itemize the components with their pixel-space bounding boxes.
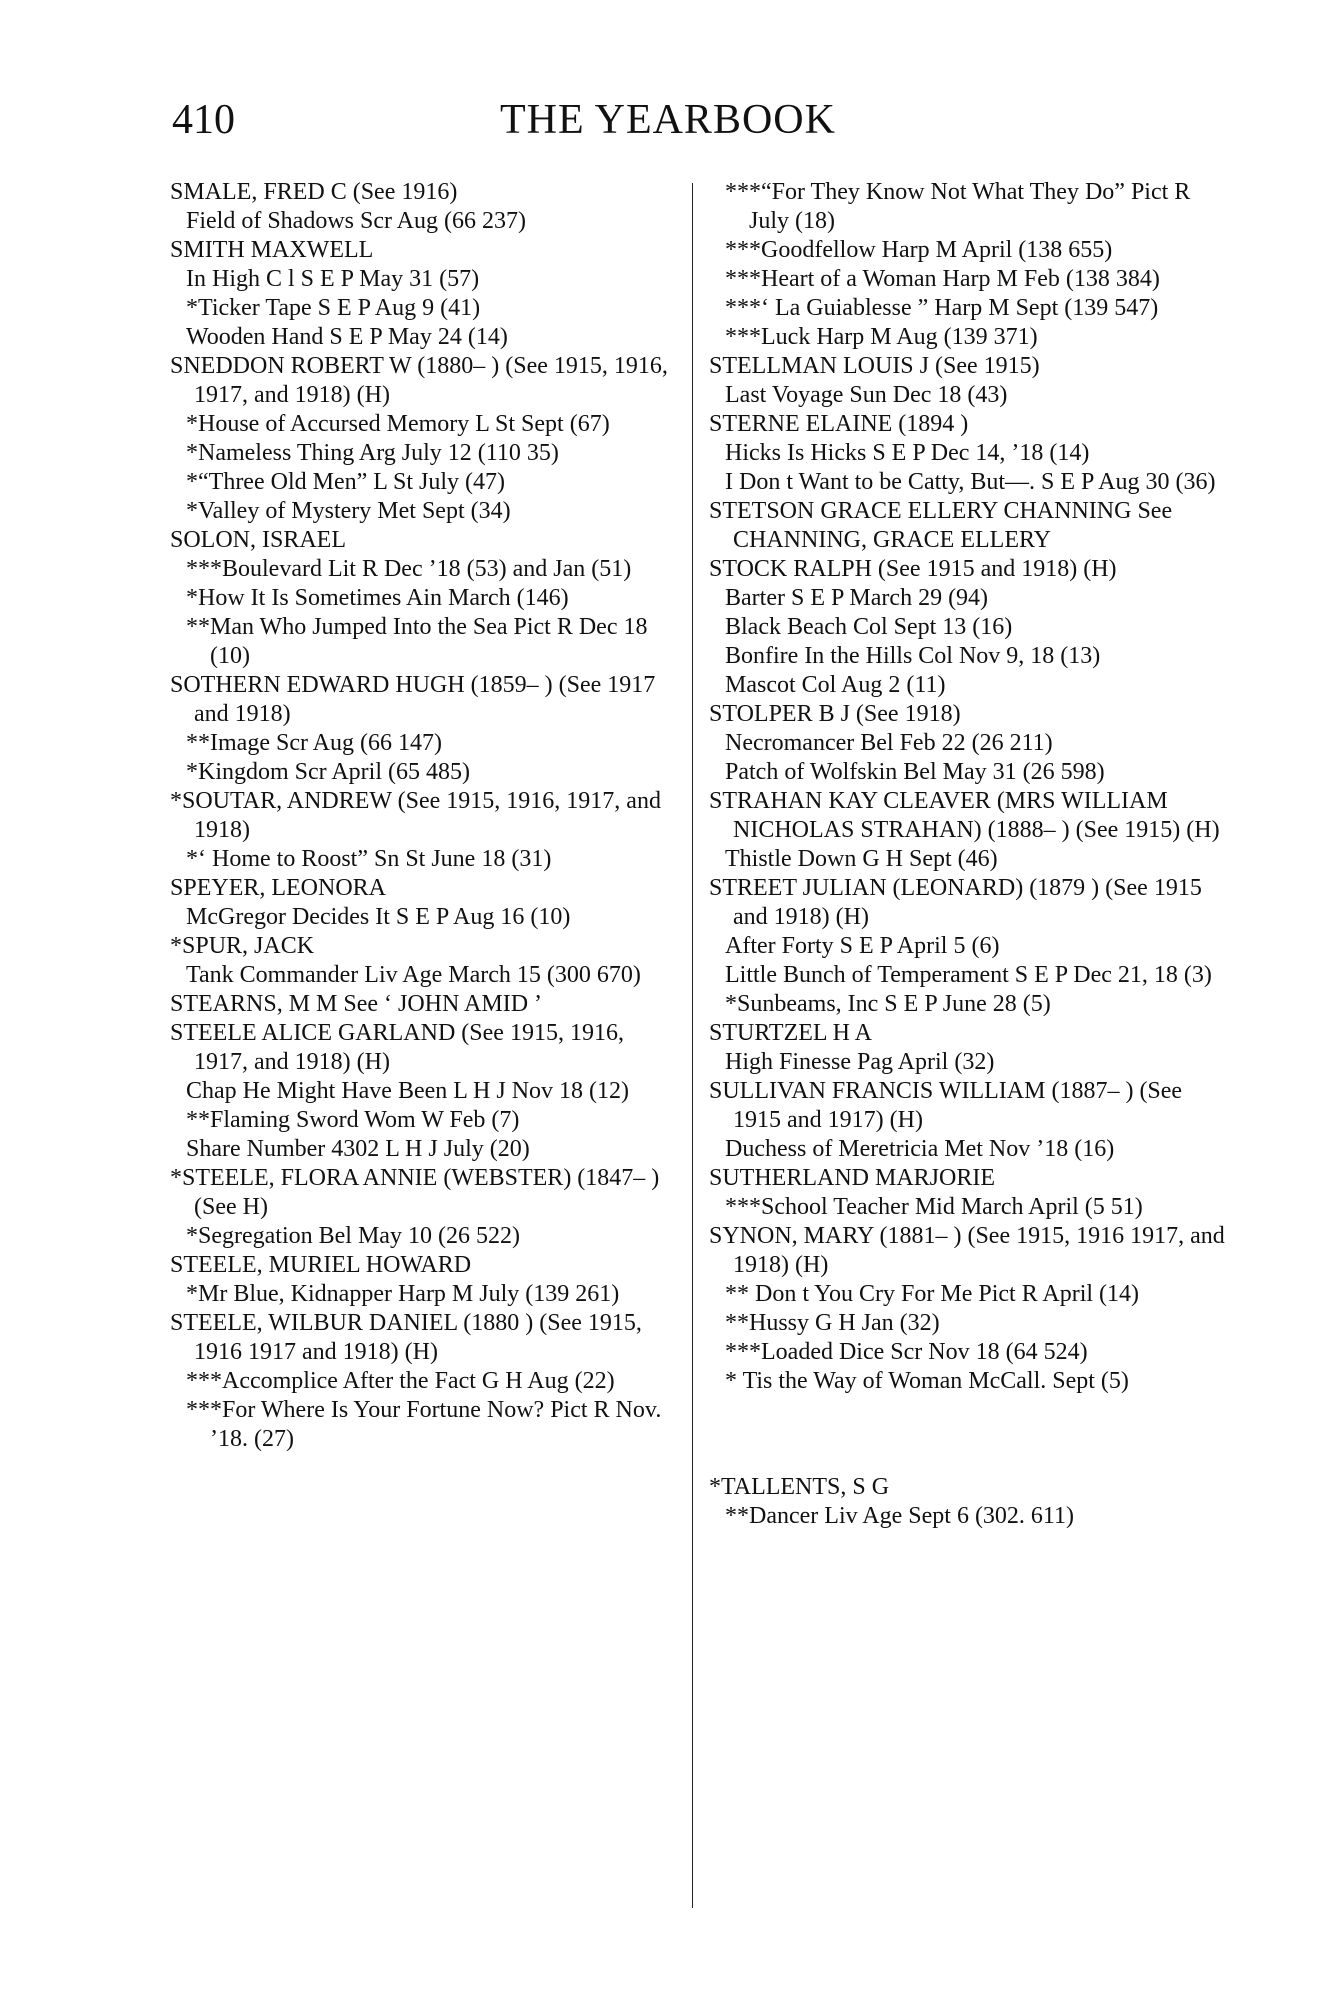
work-entry: *“Three Old Men” L St July (47) [186, 469, 506, 495]
work-entry: Hicks Is Hicks S E P Dec 14, ’18 (14) [725, 440, 1090, 466]
work-entry: Barter S E P March 29 (94) [725, 585, 989, 611]
column-gap [709, 1420, 1229, 1449]
work-entry: Last Voyage Sun Dec 18 (43) [725, 382, 1008, 408]
work-entry: Little Bunch of Temperament S E P Dec 21, 18 (3) [725, 962, 1212, 988]
work-entry: ***“For They Know Not What They Do” Pict R July (18) [725, 179, 1191, 234]
work-entry: **Dancer Liv Age Sept 6 (302. 611) [725, 1503, 1075, 1529]
work-entry: Chap He Might Have Been L H J Nov 18 (12) [186, 1078, 630, 1104]
work-entry: *Valley of Mystery Met Sept (34) [186, 498, 511, 524]
work-entry: * Tis the Way of Woman McCall. Sept (5) [725, 1368, 1129, 1394]
work-entry: Duchess of Meretricia Met Nov ’18 (16) [725, 1136, 1115, 1162]
work-entry: Black Beach Col Sept 13 (16) [725, 614, 1013, 640]
author-heading: *TALLENTS, S G [709, 1474, 890, 1500]
author-heading: STOCK RALPH (See 1915 and 1918) (H) [709, 556, 1117, 582]
work-entry: ***Loaded Dice Scr Nov 18 (64 524) [725, 1339, 1088, 1365]
author-heading: STEARNS, M M See ‘ JOHN AMID ’ [170, 991, 543, 1017]
work-entry: Tank Commander Liv Age March 15 (300 670) [186, 962, 641, 988]
author-heading: STEELE, WILBUR DANIEL (1880 ) (See 1915, 1916 1917 and 1918) (H) [170, 1310, 642, 1365]
work-entry: ***Goodfellow Harp M April (138 655) [725, 237, 1113, 263]
work-entry: ***Heart of a Woman Harp M Feb (138 384) [725, 266, 1160, 292]
work-entry: Patch of Wolfskin Bel May 31 (26 598) [725, 759, 1105, 785]
work-entry: ***‘ La Guiablesse ” Harp M Sept (139 547) [725, 295, 1159, 321]
author-heading: STRAHAN KAY CLEAVER (MRS WILLIAM NICHOLAS STRAHAN) (1888– ) (See 1915) (H) [709, 788, 1220, 843]
work-entry: After Forty S E P April 5 (6) [725, 933, 1000, 959]
work-entry: Necromancer Bel Feb 22 (26 211) [725, 730, 1053, 756]
work-entry: *Nameless Thing Arg July 12 (110 35) [186, 440, 559, 466]
work-entry: I Don t Want to be Catty, But—. S E P Aug 30 (36) [725, 469, 1216, 495]
author-heading: *STEELE, FLORA ANNIE (WEBSTER) (1847– ) (See H) [170, 1165, 660, 1220]
author-heading: STEELE ALICE GARLAND (See 1915, 1916, 1917, and 1918) (H) [170, 1020, 624, 1075]
author-heading: SULLIVAN FRANCIS WILLIAM (1887– ) (See 1915 and 1917) (H) [709, 1078, 1183, 1133]
work-entry: Wooden Hand S E P May 24 (14) [186, 324, 508, 350]
author-heading: SPEYER, LEONORA [170, 875, 387, 901]
author-heading: STREET JULIAN (LEONARD) (1879 ) (See 1915 and 1918) (H) [709, 875, 1202, 930]
work-entry: Mascot Col Aug 2 (11) [725, 672, 946, 698]
author-heading: SNEDDON ROBERT W (1880– ) (See 1915, 1916, 1917, and 1918) (H) [170, 353, 668, 408]
work-entry: In High C l S E P May 31 (57) [186, 266, 480, 292]
author-heading: STETSON GRACE ELLERY CHANNING See CHANNING, GRACE ELLERY [709, 498, 1173, 553]
author-heading: *SOUTAR, ANDREW (See 1915, 1916, 1917, and 1918) [170, 788, 661, 843]
work-entry: ** Don t You Cry For Me Pict R April (14) [725, 1281, 1140, 1307]
work-entry: *Segregation Bel May 10 (26 522) [186, 1223, 520, 1249]
work-entry: High Finesse Pag April (32) [725, 1049, 995, 1075]
running-title: THE YEARBOOK [500, 97, 836, 143]
work-entry: *Kingdom Scr April (65 485) [186, 759, 470, 785]
work-entry: **Image Scr Aug (66 147) [186, 730, 442, 756]
work-entry: ***Accomplice After the Fact G H Aug (22) [186, 1368, 615, 1394]
work-entry: *House of Accursed Memory L St Sept (67) [186, 411, 610, 437]
left-column [170, 178, 680, 1454]
author-heading: SYNON, MARY (1881– ) (See 1915, 1916 1917, and 1918) (H) [709, 1223, 1225, 1278]
page-number: 410 [172, 97, 235, 143]
work-entry: *‘ Home to Roost” Sn St June 18 (31) [186, 846, 552, 872]
right-column [709, 178, 1229, 1531]
work-entry: **Flaming Sword Wom W Feb (7) [186, 1107, 520, 1133]
author-heading: *SPUR, JACK [170, 933, 315, 959]
work-entry: ***Luck Harp M Aug (139 371) [725, 324, 1038, 350]
author-heading: SUTHERLAND MARJORIE [709, 1165, 996, 1191]
column-divider [692, 183, 693, 1908]
work-entry: *Mr Blue, Kidnapper Harp M July (139 261) [186, 1281, 620, 1307]
author-heading: STEELE, MURIEL HOWARD [170, 1252, 472, 1278]
work-entry: Thistle Down G H Sept (46) [725, 846, 998, 872]
work-entry: *Ticker Tape S E P Aug 9 (41) [186, 295, 481, 321]
work-entry: Share Number 4302 L H J July (20) [186, 1136, 530, 1162]
author-heading: STERNE ELAINE (1894 ) [709, 411, 969, 437]
author-heading: STURTZEL H A [709, 1020, 872, 1046]
author-heading: SMITH MAXWELL [170, 237, 374, 263]
work-entry: ***For Where Is Your Fortune Now? Pict R Nov. ’18. (27) [186, 1397, 662, 1452]
author-heading: STELLMAN LOUIS J (See 1915) [709, 353, 1040, 379]
work-entry: Bonfire In the Hills Col Nov 9, 18 (13) [725, 643, 1101, 669]
work-entry: McGregor Decides It S E P Aug 16 (10) [186, 904, 571, 930]
work-entry: *Sunbeams, Inc S E P June 28 (5) [725, 991, 1051, 1017]
author-heading: SOLON, ISRAEL [170, 527, 347, 553]
work-entry: **Man Who Jumped Into the Sea Pict R Dec 18 (10) [186, 614, 648, 669]
work-entry: ***Boulevard Lit R Dec ’18 (53) and Jan (51) [186, 556, 632, 582]
author-heading: SOTHERN EDWARD HUGH (1859– ) (See 1917 and 1918) [170, 672, 656, 727]
work-entry: ***School Teacher Mid March April (5 51) [725, 1194, 1143, 1220]
work-entry: Field of Shadows Scr Aug (66 237) [186, 208, 526, 234]
work-entry: *How It Is Sometimes Ain March (146) [186, 585, 569, 611]
work-entry: **Hussy G H Jan (32) [725, 1310, 940, 1336]
author-heading: SMALE, FRED C (See 1916) [170, 179, 458, 205]
author-heading: STOLPER B J (See 1918) [709, 701, 961, 727]
